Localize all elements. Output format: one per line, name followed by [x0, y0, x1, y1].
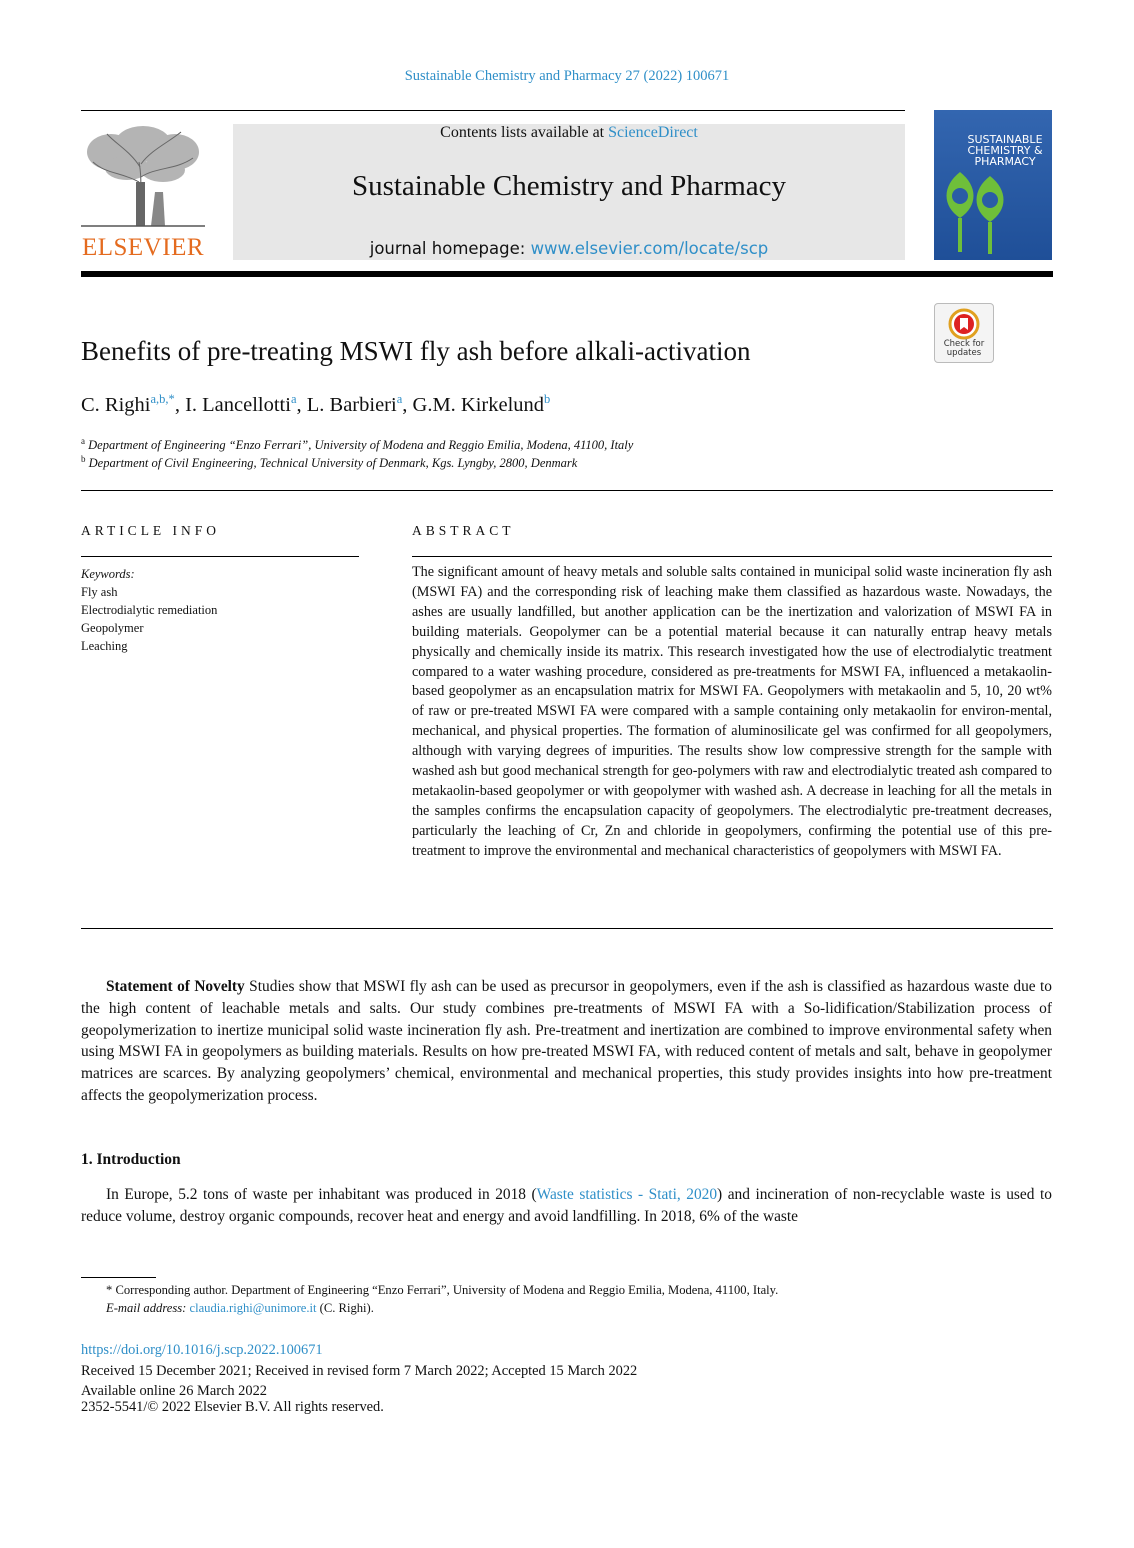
abstract-text: The significant amount of heavy metals and soluble salts contained in municipal solid waste incineration fly ash (MSWI FA) and the corresponding risk of leaching make them classified as hazardous waste. Nowadays, the ashes are usually landfilled, but another application can be the inertization and valorization of MSWI FA in building materials. Geopolymer can be a potential material because it can naturally entrap heavy metals physically and chemically inside its matrix. This research investigated how the use of electrodialytic treatment compared to a water washing procedure, considered as pre-treatments for MSWI FA, influenced a metakaolin-based geopolymer as an encapsulation matrix for MSWI FA. Geopolymers with metakaolin and 5, 10, 20 wt% of raw or pre-treated MSWI FA were compared with a sample containing only metakaolin for environ-mental, mechanical, and physical properties. The formation of aluminosilicate gel was confirmed for all geopolymers, although with varying degrees of impurities. The results show low compressive strength for the sample with washed ash but good mechanical strength for geo-polymers with raw and electrodialytic treated ash compared to metakaolin-based geopolymer or with geopolymer with washed ash. A decrease in leaching for all the metals in the samples confirms the encapsulation capacity of geopolymers. The electrodialytic pre-treatment decreases, particularly the leaching of Cr, Zn and chloride in geopolymers, confirming the potential use of this pre-treatment to improve the environmental and mechanical characteristics of geopolymers with MSWI FA.	[412, 564, 1052, 859]
author-name[interactable]: C. Righi	[81, 393, 151, 416]
journal-cover[interactable]	[934, 110, 1052, 260]
journal-name: Sustainable Chemistry and Pharmacy	[351, 170, 787, 202]
keyword: Leaching	[81, 639, 128, 653]
author-affiliation-marker[interactable]: b	[544, 392, 551, 406]
corresponding-author-note: * Corresponding author. Department of Engineering “Enzo Ferrari”, University of Modena and Reggio Emilia, Modena, 41100, Italy.	[106, 1283, 779, 1297]
article-title: Benefits of pre-treating MSWI fly ash before alkali-activation	[81, 336, 751, 366]
available-online: Available online 26 March 2022	[81, 1383, 267, 1399]
affiliation-text: Department of Engineering “Enzo Ferrari”, University of Modena and Reggio Emilia, Modena, 41100, Italy	[88, 438, 634, 453]
cover-title: SUSTAINABLE CHEMISTRY & PHARMACY	[967, 133, 1043, 168]
citation-link[interactable]: Waste statistics - Stati, 2020	[536, 1186, 718, 1203]
email-note	[106, 1301, 374, 1316]
footnote-rule	[81, 1277, 156, 1278]
copyright: 2352-5541/© 2022 Elsevier B.V. All rights reserved.	[81, 1399, 384, 1415]
doi-link[interactable]: https://doi.org/10.1016/j.scp.2022.100671	[81, 1342, 323, 1358]
affiliation-marker: a	[81, 436, 85, 446]
author-affiliation-marker[interactable]: a	[290, 392, 297, 406]
affiliation	[81, 436, 633, 453]
email-suffix: (C. Righi).	[316, 1301, 374, 1315]
journal-banner	[233, 124, 905, 260]
contents-prefix: Contents lists available at	[440, 124, 609, 141]
novelty-label: Statement of Novelty	[106, 978, 245, 995]
divider	[81, 490, 1053, 491]
author-affiliation-marker[interactable]: a	[396, 392, 403, 406]
sciencedirect-link[interactable]: ScienceDirect	[608, 124, 698, 141]
homepage-prefix: journal homepage:	[369, 239, 531, 258]
keyword: Geopolymer	[81, 621, 144, 635]
keywords-label: Keywords:	[81, 567, 135, 581]
check-for-updates-label: Check for updates	[943, 339, 985, 358]
abstract-heading: ABSTRACT	[412, 523, 515, 538]
author-name[interactable]: I. Lancellotti	[185, 393, 291, 416]
introduction-heading: 1. Introduction	[81, 1151, 181, 1168]
article-info-heading: ARTICLE INFO	[81, 523, 221, 538]
bookmark-icon	[948, 308, 980, 340]
homepage-link[interactable]: www.elsevier.com/locate/scp	[530, 239, 769, 258]
homepage-line	[233, 239, 905, 258]
divider	[81, 556, 359, 557]
elsevier-logo[interactable]	[81, 122, 205, 262]
header-thick-rule	[81, 271, 1053, 277]
elsevier-tree-icon	[81, 122, 205, 230]
received-dates: Received 15 December 2021; Received in revised form 7 March 2022; Accepted 15 March 2022	[81, 1363, 638, 1379]
affiliation-text: Department of Civil Engineering, Technical University of Denmark, Kgs. Lyngby, 2800, Denmark	[88, 456, 578, 471]
check-for-updates-badge[interactable]	[934, 303, 994, 363]
divider	[81, 928, 1053, 929]
intro-text-before: In Europe, 5.2 tons of waste per inhabitant was produced in 2018 (	[106, 1186, 537, 1203]
author-name[interactable]: L. Barbieri	[306, 393, 397, 416]
elsevier-wordmark: ELSEVIER	[81, 234, 205, 261]
keyword: Fly ash	[81, 585, 118, 599]
header-rule	[81, 110, 905, 111]
affiliation	[81, 454, 577, 471]
email-label: E-mail address:	[106, 1301, 187, 1315]
author-name[interactable]: G.M. Kirkelund	[412, 393, 545, 416]
affiliation-marker: b	[81, 454, 86, 464]
author-list: C. Righi$^{a,b,*}$, I. Lancellotti$^a$, L. Barbieri$^a$, G.M. Kirkelund$^b$	[81, 392, 551, 416]
novelty-text: Studies show that MSWI fly ash can be used as precursor in geopolymers, even if the ash is classified as hazardous waste due to the high content of leachable metals and salts. Our study combines pre-treatments of MSWI FA with a So-lidification/Stabilization process of geopolymerization to inertize municipal solid waste incineration fly ash. Pre-treatment and inertization are combined to improve environmental safety when using MSWI FA in geopolymers as building materials. Results on how pre-treated MSWI FA, with reduced content of metals and salt, behave in geopolymer matrices are scarces. By analyzing geopolymers’ chemical, environmental and mechanical properties, this study provides insights into how pre-treatment affects the geopolymerization process.	[81, 978, 1052, 1104]
contents-line	[233, 124, 905, 142]
journal-reference[interactable]: Sustainable Chemistry and Pharmacy 27 (2022) 100671	[404, 68, 730, 84]
author-affiliation-marker[interactable]: a,b,*	[150, 392, 175, 406]
introduction-text	[81, 1184, 1052, 1228]
keyword: Electrodialytic remediation	[81, 603, 218, 617]
intro-text-after: ) and incineration of non-recyclable waste is used to reduce volume, destroy organic compounds, recover heat and energy and avoid landfilling. In 2018, 6% of the waste	[81, 1186, 1052, 1225]
email-link[interactable]: claudia.righi@unimore.it	[189, 1301, 317, 1315]
divider	[412, 556, 1052, 557]
statement-of-novelty	[81, 976, 1052, 1107]
leaf-icon	[938, 162, 1018, 258]
